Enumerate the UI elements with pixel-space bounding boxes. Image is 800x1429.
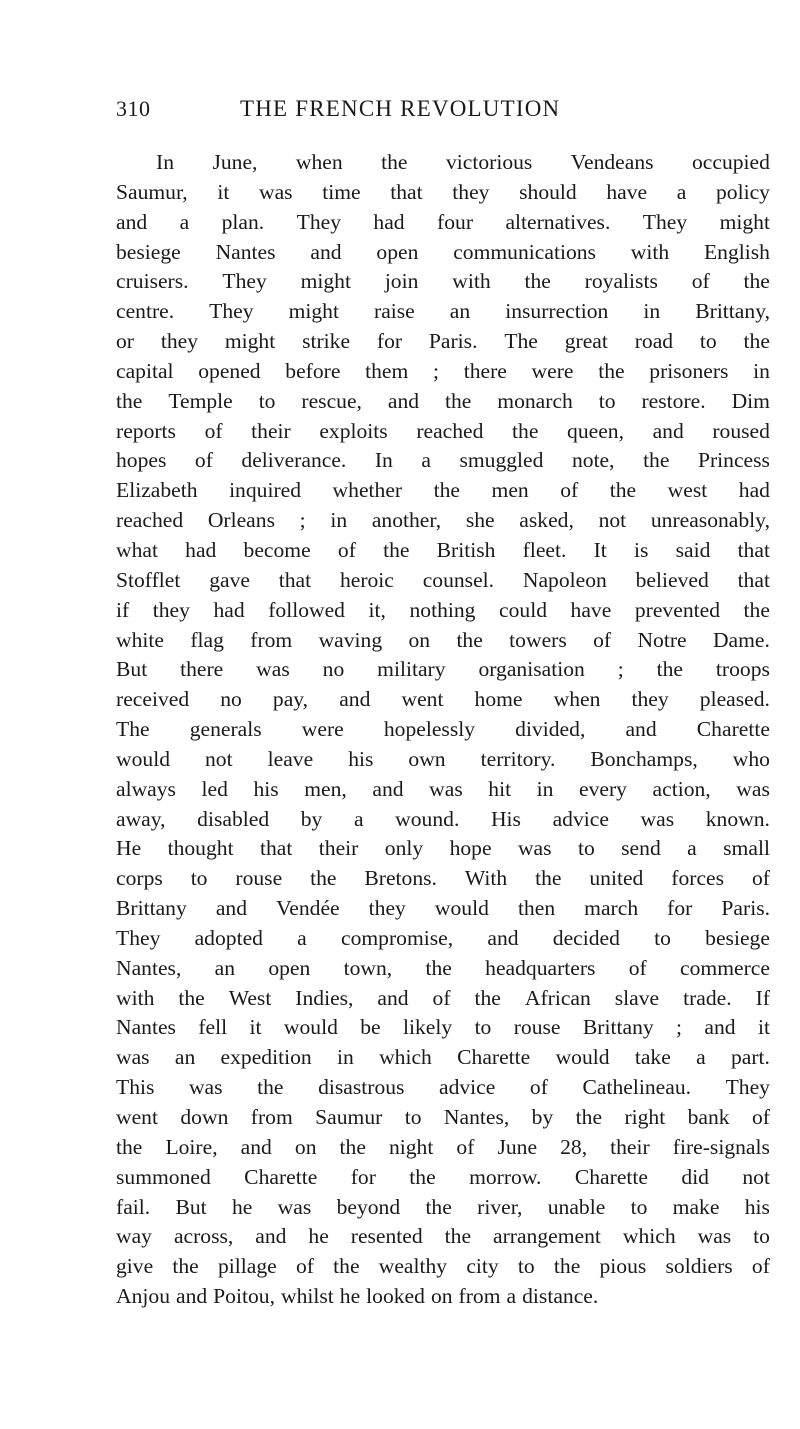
text-line: He thought that their only hope was to send a small [116, 836, 770, 861]
text-line: fail. But he was beyond the river, unable to make his [116, 1194, 770, 1219]
text-line: hopes of deliverance. In a smuggled note, the Princess [116, 448, 770, 473]
text-line: This was the disastrous advice of Cathelineau. They [116, 1075, 770, 1100]
text-line: In June, when the victorious Vendeans occupied [156, 150, 770, 174]
text-line: the Temple to rescue, and the monarch to restore. Dim [116, 388, 770, 413]
text-line: was an expedition in which Charette would take a part. [116, 1045, 770, 1070]
text-line: with the West Indies, and of the African slave trade. If [116, 985, 770, 1010]
text-line: went down from Saumur to Nantes, by the right bank of [116, 1105, 770, 1129]
text-line: reports of their exploits reached the queen, and roused [116, 418, 770, 443]
running-title: THE FRENCH REVOLUTION [240, 96, 561, 121]
text-line: give the pillage of the wealthy city to the pious soldiers of [116, 1254, 770, 1279]
text-line: away, disabled by a wound. His advice was known. [116, 806, 770, 831]
text-line: received no pay, and went home when they pleased. [116, 687, 770, 712]
running-head [116, 96, 770, 132]
text-line: way across, and he resented the arrangement which was to [116, 1224, 770, 1249]
text-line: the Loire, and on the night of June 28, their fire-signals [116, 1134, 770, 1159]
text-line: capital opened before them ; there were the prisoners in [116, 358, 770, 383]
text-line: Saumur, it was time that they should have a policy [116, 179, 770, 204]
text-line: centre. They might raise an insurrection in Brittany, [116, 299, 770, 324]
text-line: cruisers. They might join with the royalists of the [116, 269, 770, 294]
page-number: 310 [116, 96, 151, 121]
text-line: besiege Nantes and open communications with English [116, 239, 770, 264]
text-line: would not leave his own territory. Bonchamps, who [116, 746, 770, 771]
text-line: Stofflet gave that heroic counsel. Napoleon believed that [116, 567, 770, 592]
text-line: They adopted a compromise, and decided to besiege [116, 925, 770, 950]
text-line: if they had followed it, nothing could have prevented the [116, 597, 770, 622]
text-line: Elizabeth inquired whether the men of the west had [116, 478, 770, 503]
text-line: Nantes, an open town, the headquarters of commerce [116, 955, 770, 980]
text-line: Nantes fell it would be likely to rouse Brittany ; and it [116, 1015, 770, 1040]
text-line: summoned Charette for the morrow. Charette did not [116, 1164, 770, 1189]
text-line: what had become of the British fleet. It is said that [116, 537, 770, 562]
text-line: reached Orleans ; in another, she asked, not unreasonably, [116, 508, 770, 533]
book-page [116, 96, 770, 1312]
text-line: But there was no military organisation ; the troops [116, 657, 770, 682]
text-line: corps to rouse the Bretons. With the united forces of [116, 866, 770, 891]
text-line: Anjou and Poitou, whilst he looked on from a distance. [116, 1284, 599, 1309]
text-line: The generals were hopelessly divided, and Charette [116, 717, 770, 742]
text-line: white flag from waving on the towers of Notre Dame. [116, 627, 770, 652]
text-line: always led his men, and was hit in every action, was [116, 776, 770, 801]
body-paragraph [116, 148, 770, 1312]
text-line: and a plan. They had four alternatives. They might [116, 209, 770, 234]
text-line: or they might strike for Paris. The great road to the [116, 329, 770, 354]
text-line: Brittany and Vendée they would then march for Paris. [116, 896, 770, 921]
